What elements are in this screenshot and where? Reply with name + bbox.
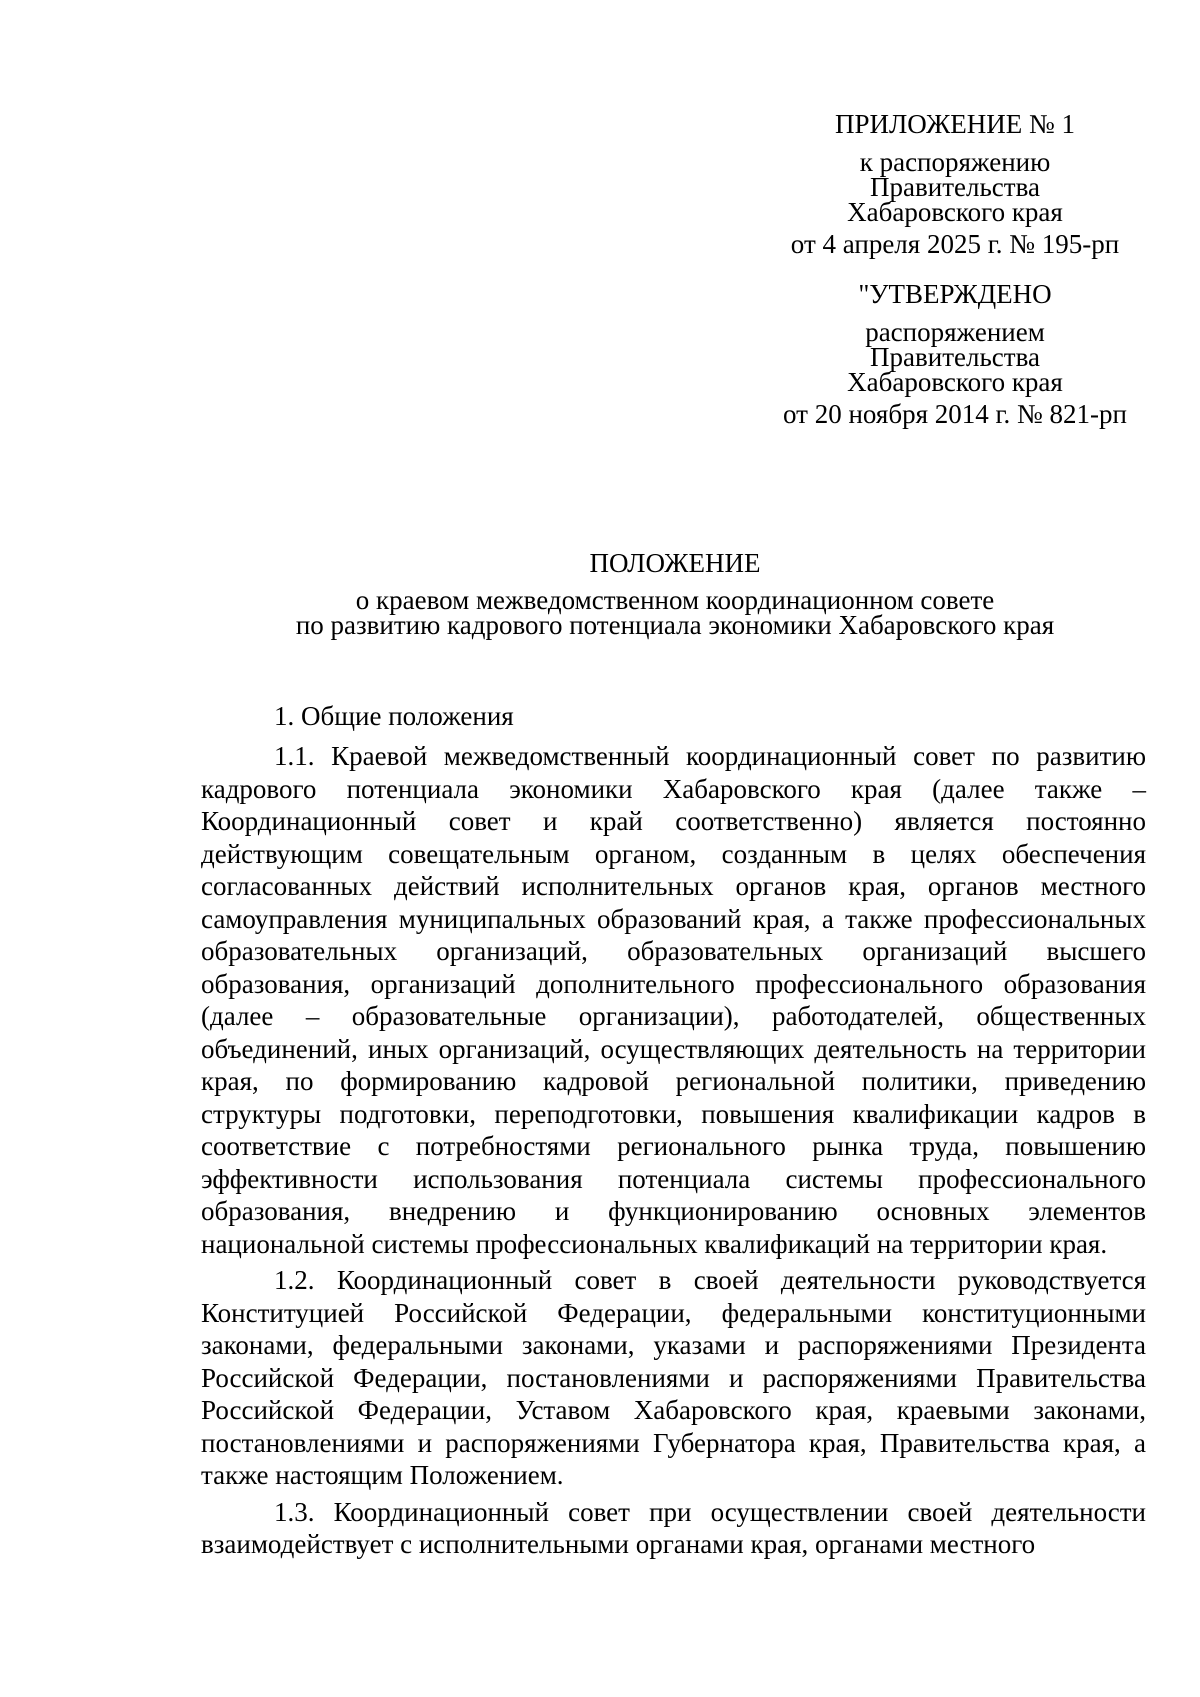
annex-reference-line: Правительства [870,172,1040,202]
document-subtitle [200,585,1150,640]
annex-date [745,229,1165,259]
approved-date-text: от 20 ноября 2014 г. № 821-рп [783,399,1127,429]
annex-reference [745,147,1165,227]
document-subtitle-line: о краевом межведомственном координационном совете [355,585,995,615]
paragraph-1-3: 1.3. Координационный совет при осуществлении своей деятельности взаимодействует с исполнительными органами края, органами местного [201,1496,1146,1559]
document-subtitle-line: по развитию кадрового потенциала экономики Хабаровского края [295,610,1055,640]
approved-reference [745,317,1165,397]
approved-reference-line: Правительства [870,342,1040,372]
approved-reference-line: распоряжением [865,317,1045,347]
annex-date-text: от 4 апреля 2025 г. № 195-рп [790,229,1120,259]
annex-title-text: ПРИЛОЖЕНИЕ № 1 [834,109,1076,139]
annex-reference-line: к распоряжению [859,147,1051,177]
section-heading: 1. Общие положения [274,701,514,731]
approved-title [745,279,1165,309]
document-body [201,740,1146,1565]
paragraph-1-1: 1.1. Краевой межведомственный координационный совет по развитию кадрового потенциала экономики Хабаровского края (далее также – Координационный совет и край соответственно) является постоянно действующим совещательным органом, созданным в целях обеспечения согласованных действий исполнительных органов края, органов местного самоуправления муниципальных образований края, а также профессиональных образовательных организаций, образовательных организаций высшего образования, организаций дополнительного профессионального образования (далее – образовательные организации), работодателей, общественных объединений, иных организаций, осуществляющих деятельность на территории края, по формированию кадровой региональной политики, приведению структуры подготовки, переподготовки, повышения квалификации кадров в соответствие с потребностями регионального рынка труда, повышению эффективности использования потенциала системы профессионального образования, внедрению и функционированию основных элементов национальной системы профессиональных квалификаций на территории края. [201,741,1146,1259]
paragraph-1-2: 1.2. Координационный совет в своей деятельности руководствуется Конституцией Российской Федерации, федеральными конституционными законами, федеральными законами, указами и распоряжениями Президента Российской Федерации, постановлениями и распоряжениями Правительства Российской Федерации, Уставом Хабаровского края, краевыми законами, постановлениями и распоряжениями Губернатора края, Правительства края, а также настоящим Положением. [201,1265,1146,1490]
approved-date [745,399,1165,429]
approved-reference-line: Хабаровского края [847,367,1063,397]
document-title-text: ПОЛОЖЕНИЕ [589,548,761,578]
document-title [200,548,1150,578]
approved-title-text: "УТВЕРЖДЕНО [858,279,1052,309]
annex-reference-line: Хабаровского края [847,197,1063,227]
annex-title [745,109,1165,139]
